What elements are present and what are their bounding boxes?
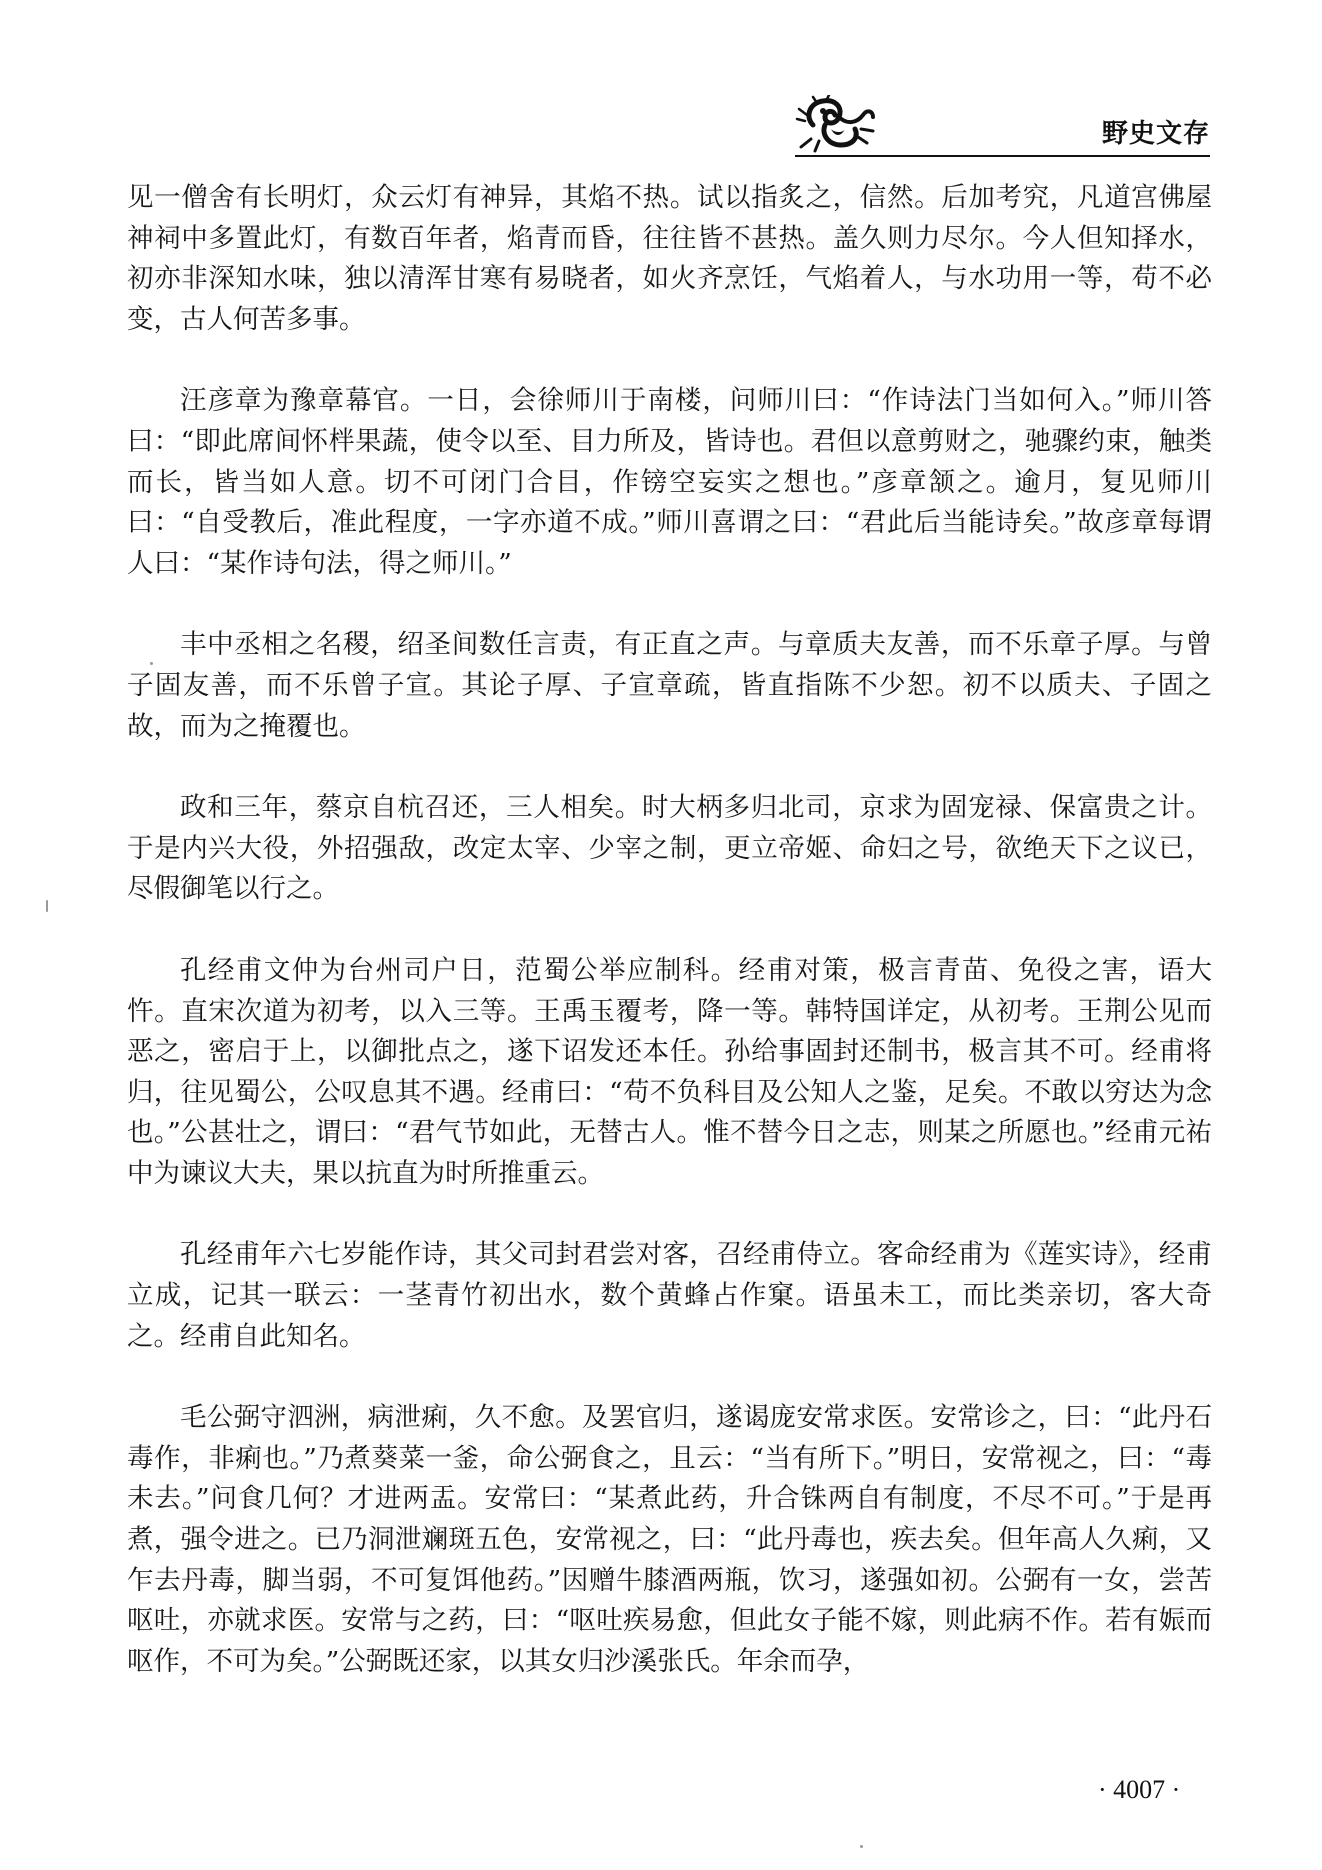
scan-speck <box>150 662 153 665</box>
paragraph: 政和三年，蔡京自杭召还，三人相矣。时大柄多归北司，京求为固宠禄、保富贵之计。于是内兴大役，外招强敌，改定太宰、少宰之制，更立帝姬、命妇之号，欲绝天下之议已，尽假御笔以行之。 <box>127 792 1212 905</box>
running-header <box>795 95 1210 155</box>
paragraph: 孔经甫年六七岁能作诗，其父司封君尝对客，召经甫侍立。客命经甫为《莲实诗》，经甫立成，记其一联云：一茎青竹初出水，数个黄蜂占作窠。语虽未工，而比类亲切，客大奇之。经甫自此知名。 <box>127 1239 1212 1352</box>
paragraph: 汪彦章为豫章幕官。一日，会徐师川于南楼，问师川曰：“作诗法门当如何入。”师川答曰：“即此席间怀柈果蔬，使令以至、目力所及，皆诗也。君但以意剪财之，驰骤约束，触类而长，皆当如人意。切不可闭门合目，作镑空妄实之想也。”彦章颔之。逾月，复见师川曰：“自受教后，准此程度，一字亦道不成。”师川喜谓之曰：“君此后当能诗矣。”故彦章每谓人曰：“某作诗句法，得之师川。” <box>127 385 1212 579</box>
dragon-emblem-icon <box>795 95 877 153</box>
scan-speck <box>860 1845 863 1848</box>
body-text <box>127 178 1212 1723</box>
header-rule <box>795 155 1210 157</box>
paragraph: 见一僧舍有长明灯，众云灯有神异，其焰不热。试以指炙之，信然。后加考究，凡道宫佛屋神祠中多置此灯，有数百年者，焰青而昏，往往皆不甚热。盖久则力尽尔。今人但知择水，初亦非深知水味，独以清浑甘寒有易晓者，如火齐烹饪，气焰着人，与水功用一等，苟不必变，古人何苦多事。 <box>127 182 1212 335</box>
paragraph: 孔经甫文仲为台州司户日，范蜀公举应制科。经甫对策，极言青苗、免役之害，语大忤。直宋次道为初考，以入三等。王禹玉覆考，降一等。韩特国详定，从初考。王荆公见而恶之，密启于上，以御批点之，遂下诏发还本任。孙给事固封还制书，极言其不可。经甫将归，往见蜀公，公叹息其不遇。经甫曰：“苟不负科目及公知人之鉴，足矣。不敢以穷达为念也。”公甚壮之，谓曰：“君气节如此，无替古人。惟不替今日之志，则某之所愿也。”经甫元祐中为谏议大夫，果以抗直为时所推重云。 <box>127 954 1212 1189</box>
series-title: 野史文存 <box>1101 119 1210 149</box>
paragraph: 丰中丞相之名稷，绍圣间数任言责，有正直之声。与章质夫友善，而不乐章子厚。与曾子固友善，而不乐曾子宣。其论子厚、子宣章疏，皆直指陈不少恕。初不以质夫、子固之故，而为之掩覆也。 <box>127 629 1212 742</box>
paragraph: 毛公弼守泗洲，病泄痢，久不愈。及罢官归，遂谒庞安常求医。安常诊之，曰：“此丹石毒作，非痢也。”乃煮葵菜一釜，命公弼食之，且云：“当有所下。”明日，安常视之，曰：“毒未去。”问食几何？才进两盂。安常曰：“某煮此药，升合铢两自有制度，不尽不可。”于是再煮，强令进之。已乃洞泄斓斑五色，安常视之，曰：“此丹毒也，疾去矣。但年高人久痢，又乍去丹毒，脚当弱，不可复饵他药。”因赠牛膝酒两瓶，饮习，遂强如初。公弼有一女，尝苦呕吐，亦就求医。安常与之药，曰：“呕吐疾易愈，但此女子能不嫁，则此病不作。若有娠而呕作，不可为矣。”公弼既还家，以其女归沙溪张氏。年余而孕， <box>127 1402 1212 1677</box>
scan-speck <box>46 900 48 912</box>
page-number: · 4007 · <box>1098 1775 1181 1804</box>
